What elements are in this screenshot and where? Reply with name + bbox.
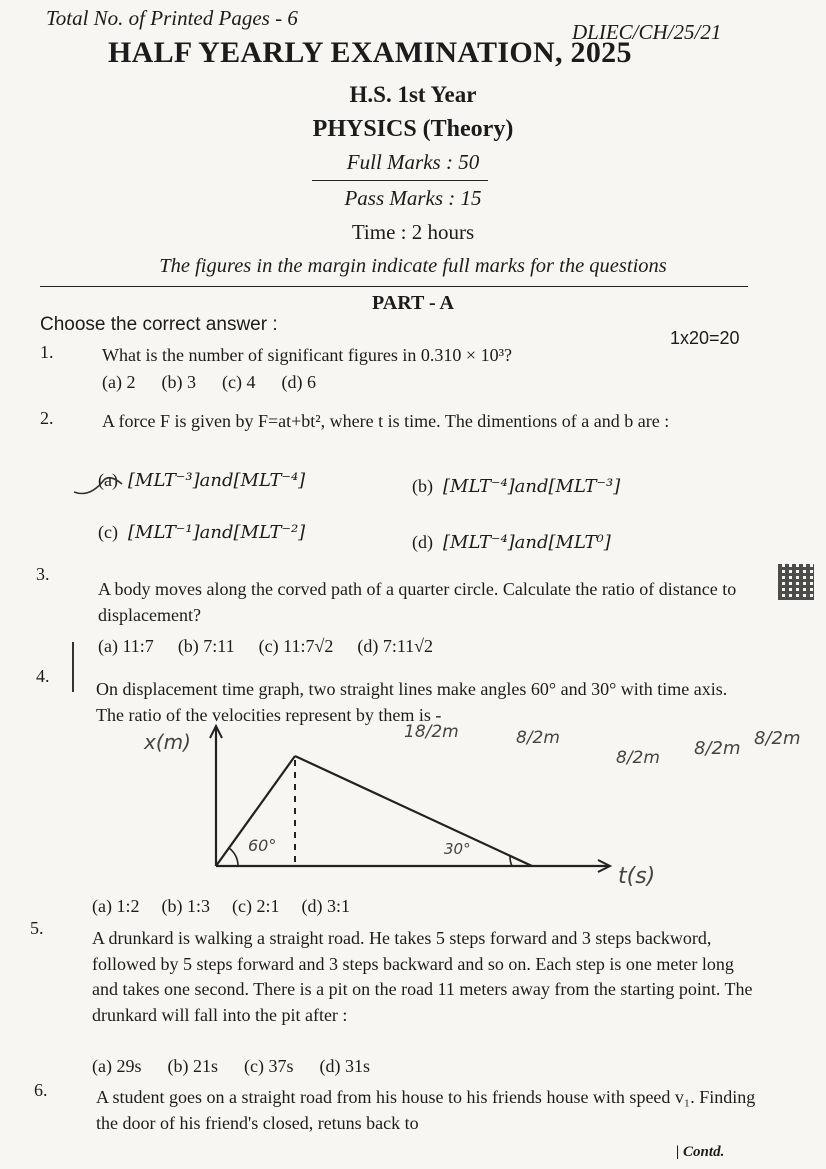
option-label: (a) bbox=[98, 470, 118, 490]
option-label: (b) bbox=[412, 476, 433, 496]
question-text: A student goes on a straight road from his house to his friends house with speed v₁. Finding the door of his friend's closed, retuns back to bbox=[96, 1087, 756, 1133]
option-c: (c) 4 bbox=[221, 372, 256, 392]
option-d: (d) 31s bbox=[319, 1056, 370, 1076]
option-a: (a) 11:7 bbox=[98, 636, 154, 656]
question-number: 5. bbox=[30, 918, 44, 938]
question-text: A force F is given by F=at+bt², where t is time. The dimentions of a and b are : bbox=[102, 411, 670, 431]
handwritten-fraction: 8/2m bbox=[754, 728, 801, 749]
option-c: (c) 37s bbox=[243, 1056, 294, 1076]
option-a: (a) 2 bbox=[102, 372, 136, 392]
option-value: [MLT⁻¹]and[MLT⁻²] bbox=[127, 522, 306, 543]
marks-scheme: 1x20=20 bbox=[670, 328, 740, 348]
option-c bbox=[98, 522, 305, 543]
displacement-time-graph bbox=[140, 720, 700, 890]
option-value: [MLT⁻³]and[MLT⁻⁴] bbox=[127, 470, 306, 491]
option-d: (d) 6 bbox=[281, 372, 316, 392]
question-text: A drunkard is walking a straight road. He takes 5 steps forward and 3 steps backword, followed by 5 steps forward and 3 steps backward and so on. Each step is one meter long and takes one second. There is a pit on the road 11 meters away from the starting point. The drunkard will fall into the pit after : bbox=[92, 928, 753, 1025]
option-d bbox=[412, 532, 611, 553]
option-value: [MLT⁻⁴]and[MLT⁰] bbox=[443, 532, 611, 553]
question-number: 3. bbox=[36, 564, 50, 584]
option-value: [MLT⁻⁴]and[MLT⁻³] bbox=[443, 476, 621, 497]
angle-label: 60° bbox=[248, 836, 277, 855]
exam-title: HALF YEARLY EXAMINATION, 2025 bbox=[108, 36, 632, 69]
option-a: (a) 29s bbox=[92, 1056, 142, 1076]
options-row bbox=[92, 1056, 396, 1077]
instruction: Choose the correct answer : bbox=[40, 314, 278, 335]
margin-bar bbox=[72, 642, 74, 692]
option-a: (a) 1:2 bbox=[92, 896, 140, 916]
handwritten-fraction: 8/2m bbox=[516, 728, 560, 748]
option-b: (b) 21s bbox=[167, 1056, 218, 1076]
options-row bbox=[102, 372, 342, 393]
options-row bbox=[92, 896, 376, 917]
option-b: (b) 3 bbox=[161, 372, 196, 392]
continued-label: | Contd. bbox=[676, 1144, 725, 1160]
full-marks: Full Marks : 50 bbox=[346, 150, 480, 174]
qr-code bbox=[778, 564, 814, 600]
class-label: H.S. 1st Year bbox=[349, 82, 477, 107]
option-b: (b) 1:3 bbox=[161, 896, 210, 916]
options-row bbox=[98, 636, 459, 657]
marks-divider bbox=[312, 180, 488, 181]
option-c: (c) 11:7√2 bbox=[258, 636, 334, 656]
question-number: 6. bbox=[34, 1080, 48, 1100]
angle-label: 30° bbox=[444, 840, 471, 858]
question-number: 4. bbox=[36, 666, 50, 686]
option-label: (d) bbox=[412, 532, 433, 552]
question-text: What is the number of significant figures in 0.310 × 10³? bbox=[102, 345, 512, 365]
option-d: (d) 3:1 bbox=[301, 896, 350, 916]
subject-title: PHYSICS (Theory) bbox=[312, 116, 514, 142]
option-b: (b) 7:11 bbox=[177, 636, 235, 656]
option-b bbox=[412, 476, 620, 497]
part-heading: PART - A bbox=[372, 292, 454, 314]
y-axis-label: x(m) bbox=[144, 730, 191, 754]
pass-marks: Pass Marks : 15 bbox=[344, 186, 482, 210]
handwritten-fraction: 18/2m bbox=[404, 722, 459, 742]
exam-code: DLIEC/CH/25/21 bbox=[572, 20, 722, 44]
question-number: 1. bbox=[40, 342, 54, 362]
margin-note: The figures in the margin indicate full marks for the questions bbox=[159, 255, 667, 277]
question-text: On displacement time graph, two straight lines make angles 60° and 30° with time axis. The ratio of the velocities represent by them is - bbox=[96, 679, 728, 725]
handwritten-fraction: 8/2m bbox=[694, 738, 741, 759]
question-number: 2. bbox=[40, 408, 54, 428]
printed-pages: Total No. of Printed Pages - 6 bbox=[46, 6, 298, 30]
question-text: A body moves along the corved path of a quarter circle. Calculate the ratio of distance to displacement? bbox=[98, 579, 737, 625]
header-divider bbox=[40, 286, 748, 287]
handwritten-fraction: 8/2m bbox=[616, 748, 660, 768]
time-label: Time : 2 hours bbox=[351, 220, 475, 244]
x-axis-label: t(s) bbox=[618, 864, 656, 889]
option-d: (d) 7:11√2 bbox=[357, 636, 434, 656]
tick-mark-icon bbox=[70, 470, 130, 500]
option-label: (c) bbox=[98, 522, 118, 542]
option-c: (c) 2:1 bbox=[231, 896, 280, 916]
